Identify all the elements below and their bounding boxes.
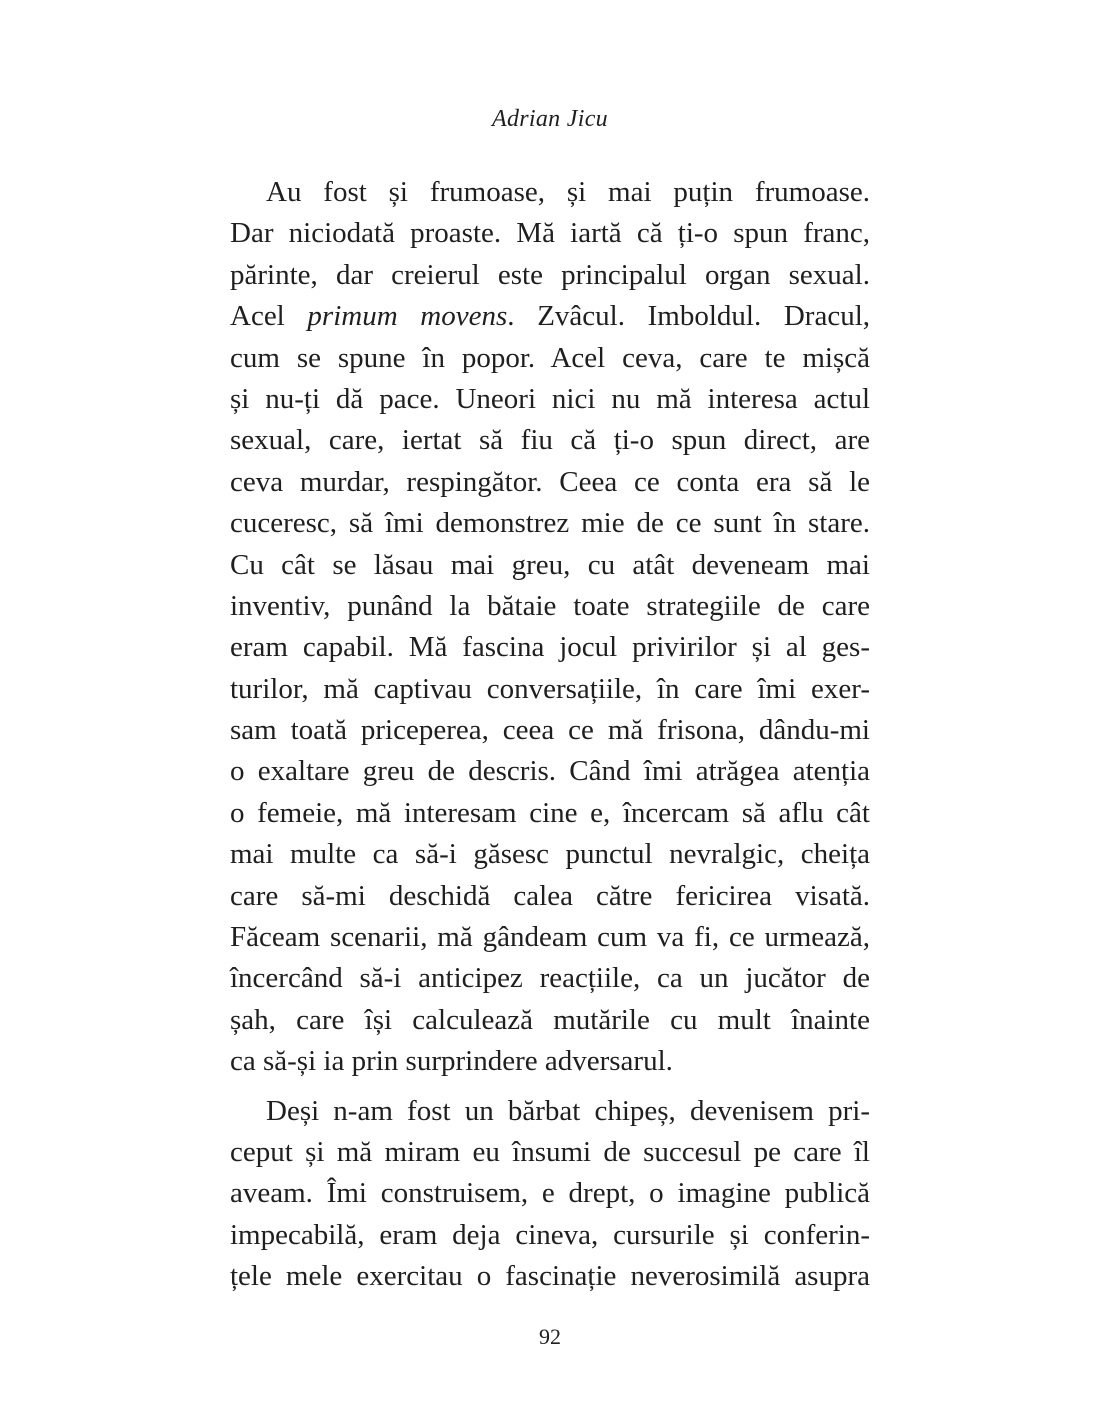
text-line: eram capabil. Mă fascina jocul privirilor și al ges- [230,631,870,664]
text-line: Făceam scenarii, mă gândeam cum va fi, ce urmează, [230,921,870,954]
text-line: turilor, mă captivau conversațiile, în care îmi exer- [230,672,870,705]
text-line: ceva murdar, respingător. Ceea ce conta era să le [230,465,870,498]
text-line: sexual, care, iertat să fiu că ți-o spun direct, are [230,424,870,457]
body-text [230,172,870,1298]
text-line: încercând să-i anticipez reacțiile, ca un jucător de [230,962,870,995]
text-line: ceput și mă miram eu însumi de succesul pe care îl [230,1135,870,1168]
page-number: 92 [539,1324,561,1349]
text-line: o exaltare greu de descris. Când îmi atrăgea atenția [230,755,870,788]
italic-phrase: primum movens [307,300,508,333]
text-line: mai multe ca să-i găsesc punctul nevralgic, cheița [230,838,870,871]
text-line: ca să-și ia prin surprindere adversarul. [230,1045,673,1078]
text-line: Deși n-am fost un bărbat chipeș, devenisem pri- [266,1094,870,1127]
text-segment: Acel [230,300,308,333]
paragraph-1 [230,172,870,1083]
paragraph-gap [230,1083,870,1091]
text-line: aveam. Îmi construisem, e drept, o imagine publică [230,1177,870,1210]
text-line: șah, care își calculează mutările cu mult înainte [230,1003,870,1036]
text-line: Cu cât se lăsau mai greu, cu atât deveneam mai [230,548,870,581]
running-header-author: Adrian Jicu [492,106,608,132]
text-segment: . Zvâcul. Imboldul. Dracul, [507,300,871,333]
text-line: cum se spune în popor. Acel ceva, care te mișcă [230,341,870,374]
text-line: sam toată priceperea, ceea ce mă frisona, dându-mi [230,714,870,747]
text-line: impecabilă, eram deja cineva, cursurile și conferin- [230,1218,870,1251]
text-line: Dar niciodată proaste. Mă iartă că ți-o spun franc, [230,217,870,250]
text-line: inventiv, punând la bătaie toate strategiile de care [230,589,870,622]
text-line: cuceresc, să îmi demonstrez mie de ce sunt în stare. [230,507,870,540]
text-line: și nu-ți dă pace. Uneori nici nu mă interesa actul [230,382,870,415]
paragraph-2 [230,1091,870,1298]
text-line: țele mele exercitau o fascinație neverosimilă asupra [230,1260,870,1293]
text-line-with-italic [230,296,870,337]
text-line: Au fost și frumoase, și mai puțin frumoase. [266,176,870,208]
text-line: părinte, dar creierul este principalul organ sexual. [230,258,870,291]
text-line: o femeie, mă interesam cine e, încercam să aflu cât [230,796,870,829]
text-line: care să-mi deschidă calea către fericirea visată. [230,879,870,912]
